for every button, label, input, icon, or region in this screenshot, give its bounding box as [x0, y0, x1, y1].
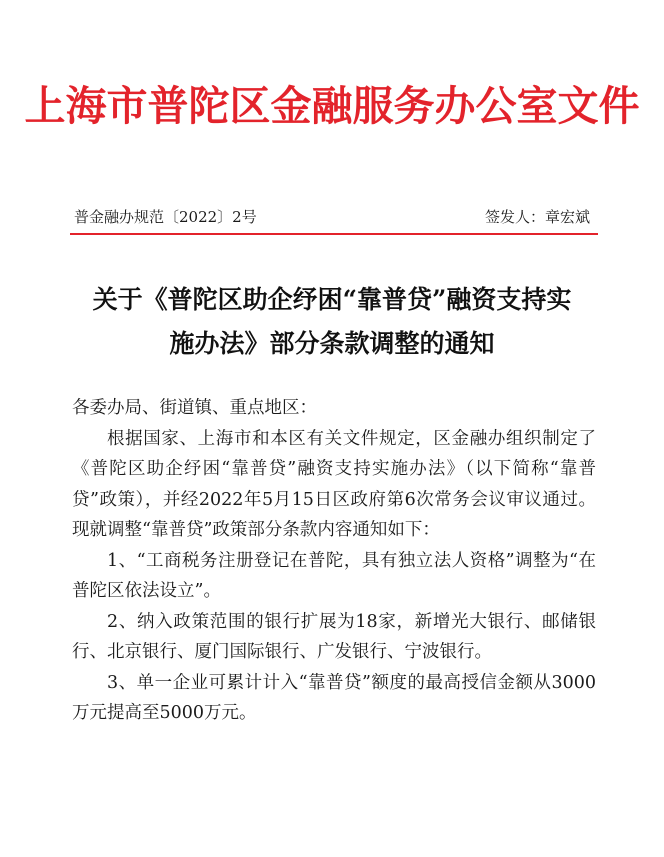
- salutation: 各委办局、街道镇、重点地区：: [72, 398, 317, 418]
- signer: 签发人：章宏斌: [484, 208, 590, 226]
- body-paragraph-item-3: 3、单一企业可累计计入“靠普贷”额度的最高授信金额从3000万元提高至5000万元。: [72, 672, 596, 723]
- body-paragraph-item-2: 2、纳入政策范围的银行扩展为18家，新增光大银行、邮储银行、北京银行、厦门国际银行、广发银行、宁波银行。: [72, 611, 596, 662]
- notice-title-line-2: 施办法》部分条款调整的通知: [169, 329, 495, 358]
- red-header-title: 上海市普陀区金融服务办公室文件: [24, 82, 640, 130]
- notice-body: [72, 393, 596, 729]
- notice-title: [60, 278, 604, 366]
- notice-title-line-1: 关于《普陀区助企纾困“靠普贷”融资支持实: [92, 285, 572, 314]
- body-paragraph-item-1: 1、“工商税务注册登记在普陀，具有独立法人资格”调整为“在普陀区依法设立”。: [72, 550, 596, 601]
- red-divider-line: [70, 233, 598, 235]
- body-paragraph-intro: 根据国家、上海市和本区有关文件规定，区金融办组织制定了《普陀区助企纾困“靠普贷”融资支持实施办法》（以下简称“靠普贷”政策），并经2022年5月15日区政府第6次常务会议审议通过。现就调整“靠普贷”政策部分条款内容通知如下：: [72, 428, 596, 540]
- document-number: 普金融办规范〔2022〕2号: [74, 208, 257, 226]
- document-meta-row: [70, 204, 590, 230]
